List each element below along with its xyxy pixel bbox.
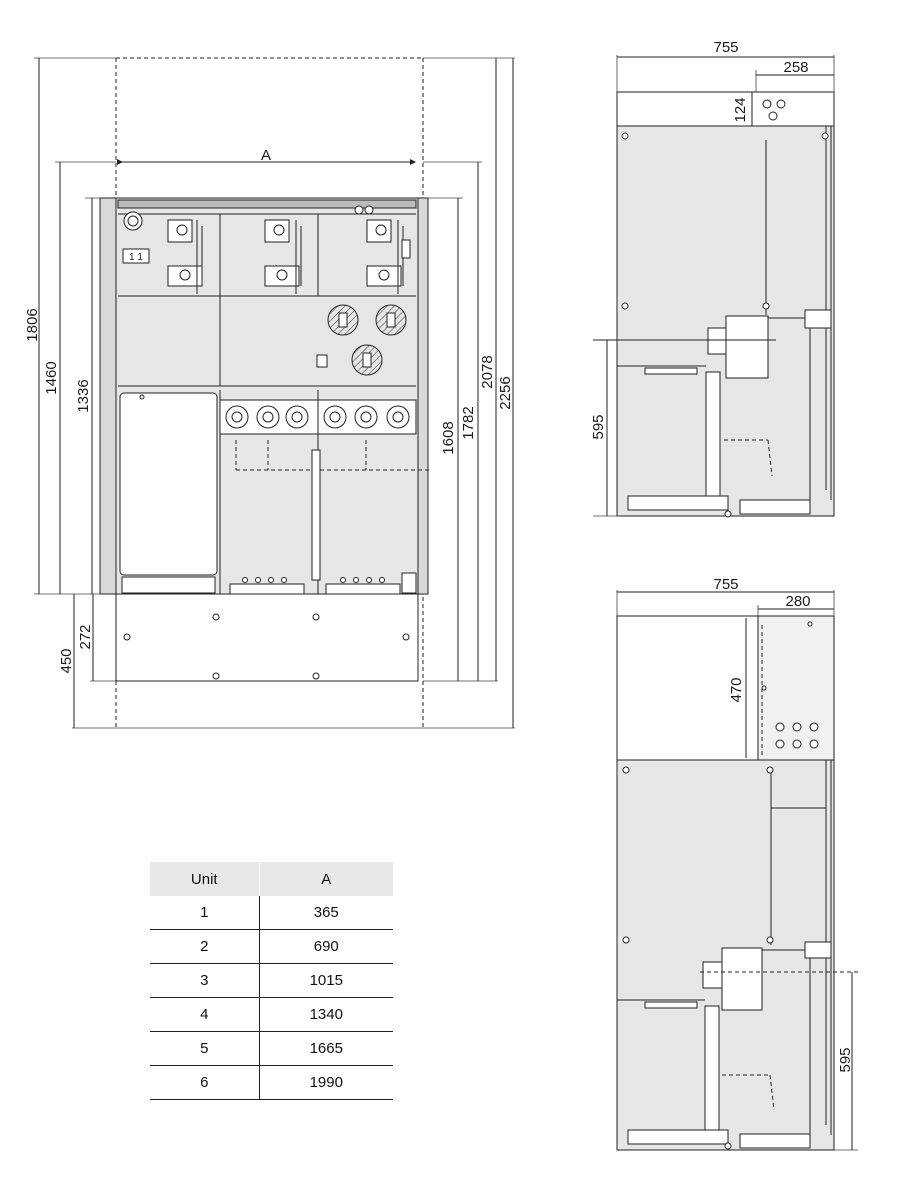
dim-755-bottom: 755 (713, 576, 739, 593)
dim-1806: 1806 (24, 308, 41, 342)
cell-unit: 4 (150, 998, 259, 1032)
table-header-row (150, 862, 393, 896)
dim-595-top: 595 (590, 414, 607, 440)
side-view-top (590, 39, 834, 517)
cell-a: 1340 (259, 998, 393, 1032)
dim-2078: 2078 (479, 355, 496, 389)
side-view-bottom (617, 576, 860, 1150)
dim-1782: 1782 (460, 406, 477, 440)
dim-A: A (260, 147, 272, 164)
dim-450: 450 (58, 648, 75, 674)
dim-595-bottom: 595 (837, 1047, 854, 1073)
cell-unit: 6 (150, 1066, 259, 1100)
dim-2256: 2256 (497, 376, 514, 410)
dim-272: 272 (77, 624, 94, 650)
header-a: A (259, 862, 393, 896)
dim-470: 470 (728, 677, 745, 703)
dim-258: 258 (783, 59, 809, 76)
dim-1336: 1336 (75, 379, 92, 413)
dim-755-top: 755 (713, 39, 739, 56)
dim-124: 124 (732, 97, 749, 123)
panel-label-text: 1 1 (129, 252, 143, 263)
front-view (24, 58, 515, 728)
cell-unit: 5 (150, 1032, 259, 1066)
lv-compartment (758, 616, 834, 760)
cell-a: 365 (259, 896, 393, 930)
left-post (100, 198, 116, 594)
cable-bushings (220, 400, 416, 434)
cell-a: 690 (259, 930, 393, 964)
table-row (150, 930, 393, 964)
cell-unit: 1 (150, 896, 259, 930)
dim-280: 280 (785, 593, 811, 610)
table-row (150, 1066, 393, 1100)
cell-unit: 2 (150, 930, 259, 964)
base-plinth (116, 594, 418, 681)
lower-door-left (120, 393, 217, 575)
right-post (418, 198, 428, 594)
table-row (150, 1032, 393, 1066)
cell-a: 1665 (259, 1032, 393, 1066)
table-row (150, 964, 393, 998)
header-unit: Unit (150, 862, 259, 896)
cell-unit: 3 (150, 964, 259, 998)
table-row (150, 998, 393, 1032)
cell-a: 1990 (259, 1066, 393, 1100)
unit-table (150, 862, 393, 1100)
table-row (150, 896, 393, 930)
dim-1608: 1608 (440, 421, 457, 455)
cell-a: 1015 (259, 964, 393, 998)
dim-1460: 1460 (43, 361, 60, 395)
